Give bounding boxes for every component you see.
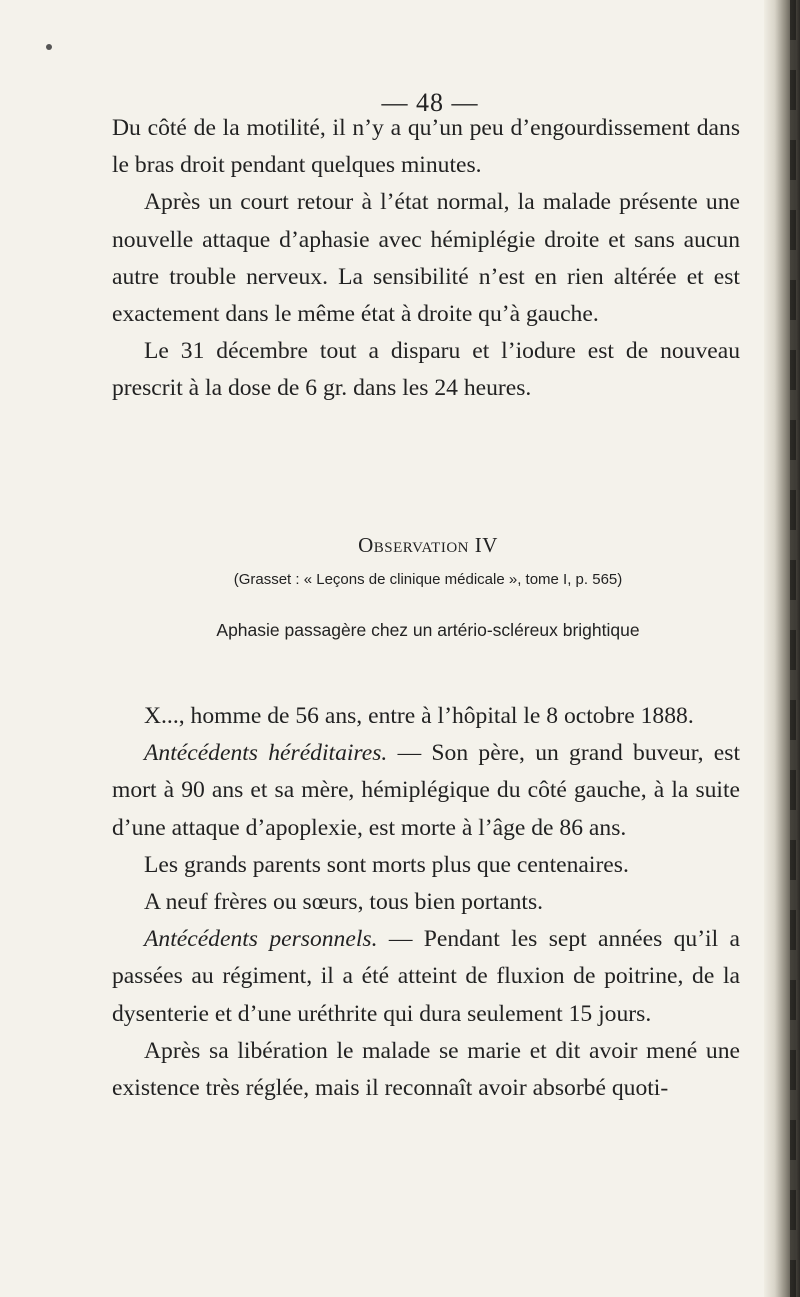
scan-speck [46,44,52,50]
observation-reference: (Grasset : « Leçons de clinique médicale », tome I, p. 565) [233,571,623,588]
text-block-bottom [112,698,740,1107]
observation-title [0,533,800,558]
paragraph-antecedents-personnels [112,921,740,1033]
binding-edge [764,0,800,1297]
paragraph-freres-soeurs: A neuf frères ou sœurs, tous bien portants. [144,889,544,916]
paragraph-31-decembre: Le 31 décembre tout a disparu et l’iodure est de nouveau prescrit à la dose de 6 gr. dans les 24 heures. [112,338,740,402]
paragraph-grands-parents: Les grands parents sont morts plus que centenaires. [144,851,629,878]
paragraph-motilite: Du côté de la motilité, il n’y a qu’un peu d’engourdissement dans le bras droit pendant quelques minutes. [112,115,740,179]
paragraph-liberation: Après sa libération le malade se marie et dit avoir mené une existence très réglée, mais il reconnaît avoir absorbé quoti- [112,1037,740,1102]
heading-antecedents-hereditaires: Antécédents héréditaires. [144,740,388,767]
page-number: — 48 — [381,88,479,117]
observation-title-text: Observation IV [358,533,498,557]
paragraph-admission: X..., homme de 56 ans, entre à l’hôpital le 8 octobre 1888. [144,703,694,729]
paragraph-apres-court-retour: Après un court retour à l’état normal, la malade présente une nouvelle attaque d’aphasie avec hémiplégie droite et sans aucun autre trouble nerveux. La sensibilité n’est en rien altérée et est exactement dans le même état à droite qu’à gauche. [112,189,740,328]
binding-shadow [790,0,796,1297]
paragraph-antecedents-hereditaires [112,735,740,847]
text-antecedents-hereditaires: — Son père, un grand buveur, est mort à 90 ans et sa mère, hémiplégique du côté gauche, à la suite d’une attaque d’apoplexie, est morte à l’âge de 86 ans. [112,740,740,841]
text-antecedents-personnels: — Pendant les sept années qu’il a passées au régiment, il a été atteint de fluxion de poitrine, de la dysenterie et d’une uréthrite qui dura seulement 15 jours. [112,926,740,1027]
text-block-top [112,110,740,408]
observation-subtitle: Aphasie passagère chez un artério-scléreux brightique [216,620,640,640]
heading-antecedents-personnels: Antécédents personnels. [144,926,378,953]
